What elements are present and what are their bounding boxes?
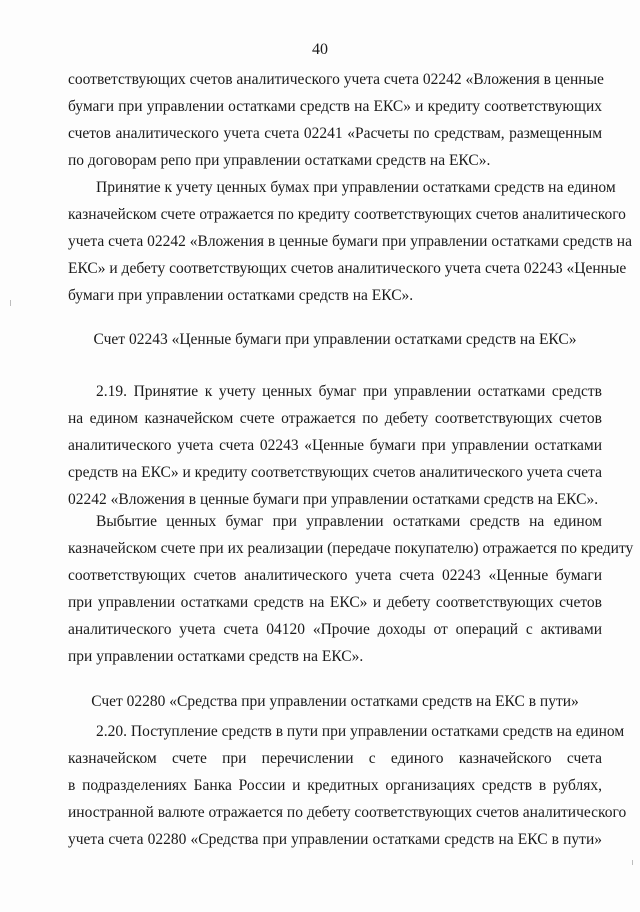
text-line: бумаги при управлении остатками средств на ЕКС».	[68, 287, 414, 304]
text-line: бумаги при управлении остатками средств на ЕКС» и кредиту соответствующих	[68, 98, 602, 115]
text-line: соответствующих счетов аналитического учета счета 02243 «Ценные бумаги	[68, 567, 602, 584]
text-line: Принятие к учету ценных бумах при управлении остатками средств на едином	[96, 179, 616, 196]
text-line: в подразделениях Банка России и кредитных организациях средств в рублях,	[68, 777, 602, 794]
text-line: казначейском счете при перечислении с единого казначейского счета	[68, 750, 602, 767]
text-line: 2.19. Принятие к учету ценных бумаг при управлении остатками средств	[96, 383, 602, 400]
text-line: аналитического учета счета 02243 «Ценные бумаги при управлении остатками	[68, 437, 602, 454]
text-line: при управлении остатками средств на ЕКС».	[68, 648, 364, 665]
text-line: аналитического учета счета 04120 «Прочие доходы от операций с активами	[68, 621, 602, 638]
text-line: 2.20. Поступление средств в пути при управлении остатками средств на едином	[96, 723, 625, 740]
section-heading-02243	[68, 326, 602, 353]
text-line: на едином казначейском счете отражается по дебету соответствующих счетов	[68, 410, 602, 427]
paragraph-securities-acceptance	[68, 174, 632, 309]
text-line: при управлении остатками средств на ЕКС» и дебету соответствующих счетов	[68, 594, 602, 611]
text-line: ЕКС» и дебету соответствующих счетов аналитического учета счета 02243 «Ценные	[68, 260, 627, 277]
scan-speck	[632, 860, 633, 865]
text-line: учета счета 02242 «Вложения в ценные бумаги при управлении остатками средств на	[68, 233, 632, 250]
text-line: казначейском счете отражается по кредиту соответствующих счетов аналитического	[68, 206, 626, 223]
heading-text: Счет 02280 «Средства при управлении остатками средств на ЕКС в пути»	[91, 693, 579, 710]
paragraph-continuation	[68, 66, 602, 174]
text-line: соответствующих счетов аналитического учета счета 02242 «Вложения в ценные	[68, 71, 604, 88]
paragraph-2-20	[68, 718, 627, 853]
text-line: Выбытие ценных бумаг при управлении остатками средств на едином	[96, 513, 602, 530]
text-line: казначейском счете при их реализации (передаче покупателю) отражается по кредиту	[68, 540, 634, 557]
text-line: счетов аналитического учета счета 02241 «Расчеты по средствам, размещенным	[68, 125, 602, 142]
section-heading-02280	[68, 688, 602, 715]
text-line: иностранной валюте отражается по дебету соответствующих счетов аналитического	[68, 804, 627, 821]
heading-text: Счет 02243 «Ценные бумаги при управлении остатками средств на ЕКС»	[93, 331, 577, 348]
paragraph-2-19	[68, 378, 602, 513]
text-line: 02242 «Вложения в ценные бумаги при управлении остатками средств на ЕКС».	[68, 491, 599, 508]
page-number: 40	[312, 41, 328, 58]
paragraph-disposal	[68, 508, 634, 670]
text-line: учета счета 02280 «Средства при управлении остатками средств на ЕКС в пути»	[68, 831, 602, 848]
scan-speck	[10, 300, 11, 306]
text-line: средств на ЕКС» и кредиту соответствующих счетов аналитического учета счета	[68, 464, 602, 481]
text-line: по договорам репо при управлении остатками средств на ЕКС».	[68, 152, 491, 169]
